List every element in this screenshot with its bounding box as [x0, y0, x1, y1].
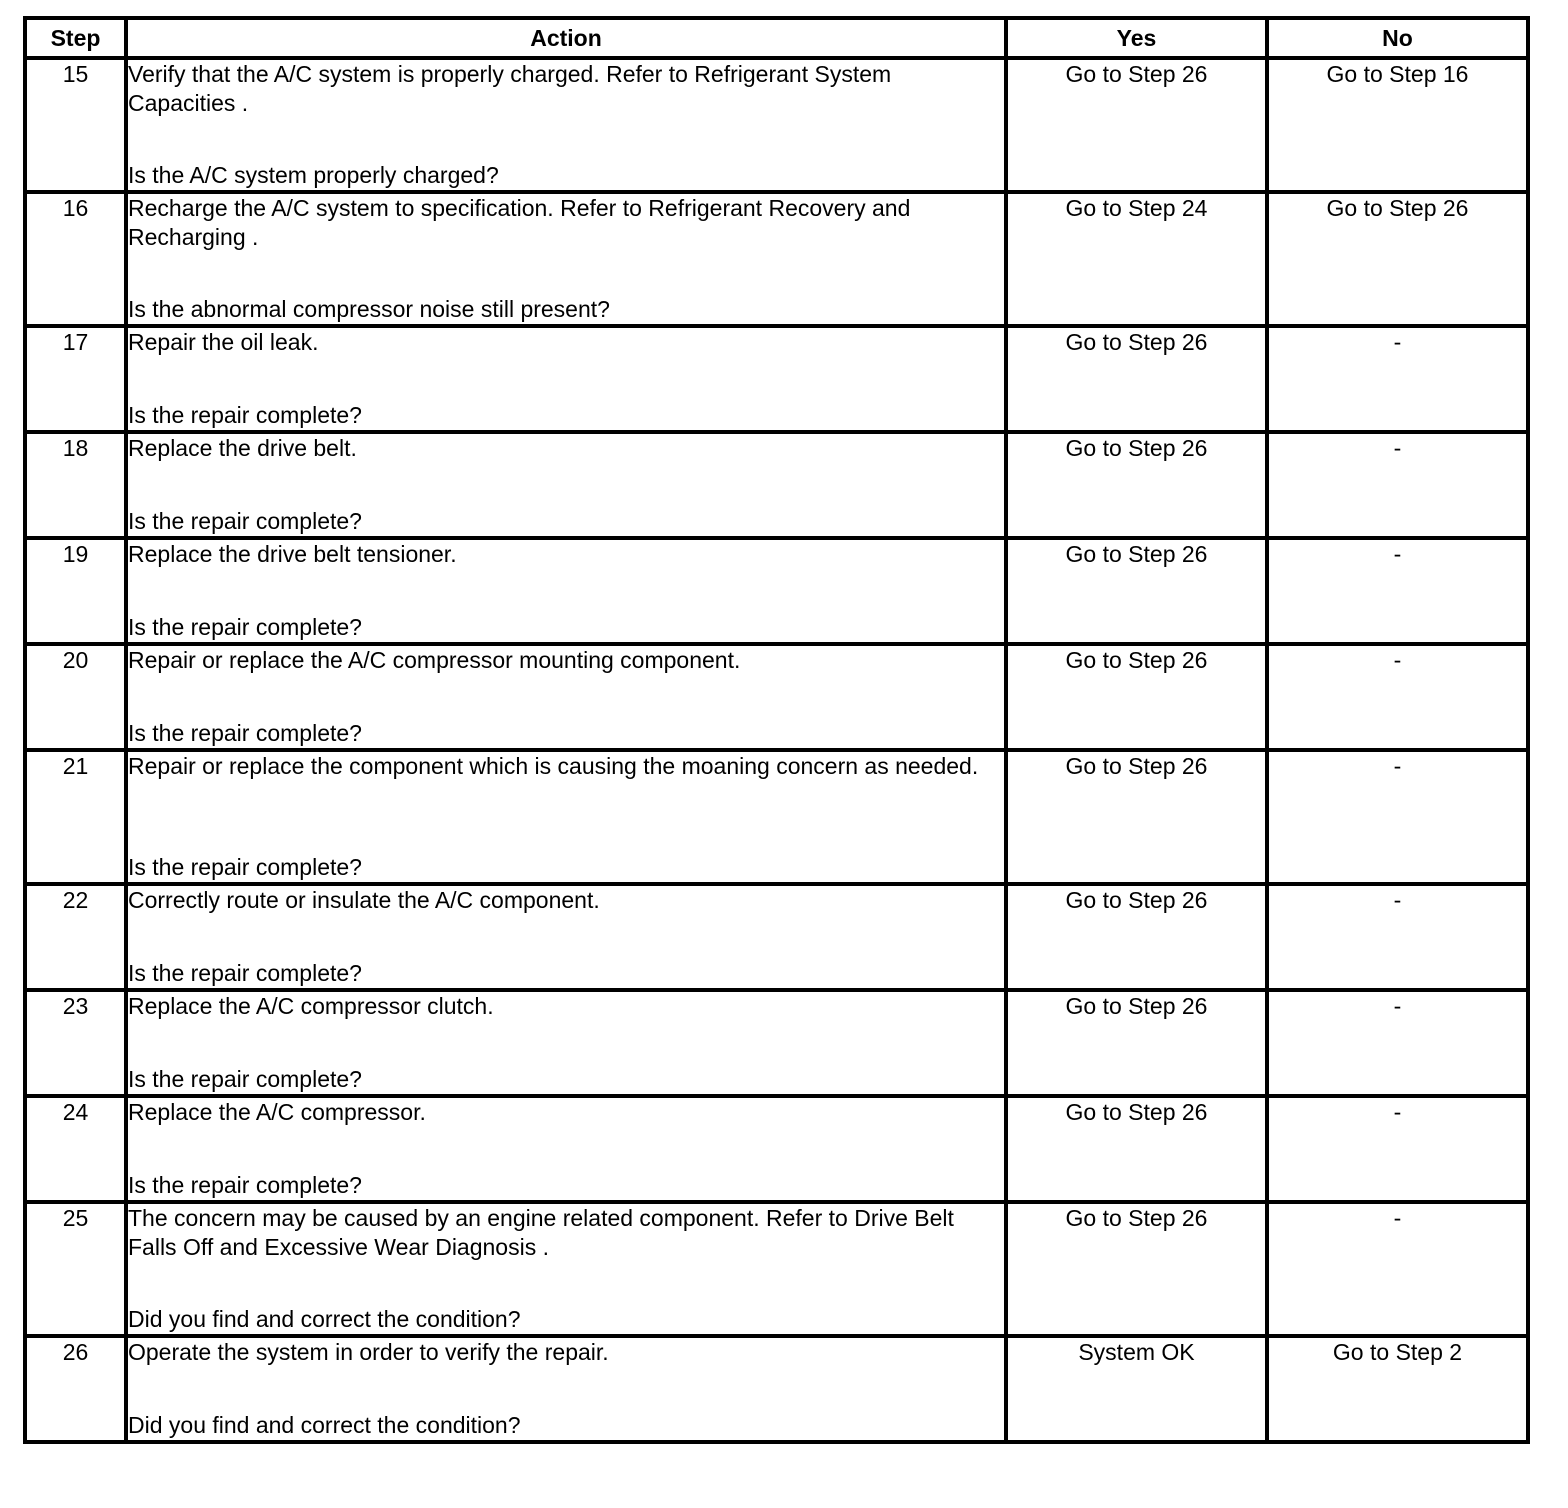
step-number: 24 — [25, 1096, 126, 1202]
action-question: Did you find and correct the condition? — [128, 1412, 521, 1438]
action-cell — [126, 1096, 1006, 1202]
step-number: 17 — [25, 326, 126, 432]
yes-result: Go to Step 26 — [1006, 1096, 1267, 1202]
table-row — [25, 750, 1528, 884]
action-question: Is the repair complete? — [128, 1172, 362, 1198]
step-number: 26 — [25, 1336, 126, 1442]
table-row — [25, 538, 1528, 644]
action-question: Is the repair complete? — [128, 508, 362, 534]
no-result: - — [1267, 750, 1528, 884]
yes-result: Go to Step 26 — [1006, 538, 1267, 644]
action-instruction: Replace the A/C compressor. — [128, 1099, 426, 1125]
action-question: Is the repair complete? — [128, 720, 362, 746]
yes-result: Go to Step 26 — [1006, 1202, 1267, 1336]
action-cell — [126, 58, 1006, 192]
step-number: 16 — [25, 192, 126, 326]
step-number: 23 — [25, 990, 126, 1096]
yes-result: Go to Step 26 — [1006, 750, 1267, 884]
action-instruction: Recharge the A/C system to specification. Refer to Refrigerant Recovery and Recharging . — [128, 195, 911, 250]
action-cell — [126, 192, 1006, 326]
no-result: Go to Step 26 — [1267, 192, 1528, 326]
action-cell — [126, 884, 1006, 990]
no-result: Go to Step 2 — [1267, 1336, 1528, 1442]
no-result: - — [1267, 326, 1528, 432]
no-result: - — [1267, 538, 1528, 644]
action-cell — [126, 432, 1006, 538]
header-no: No — [1267, 18, 1528, 58]
action-question: Is the repair complete? — [128, 960, 362, 986]
no-result: - — [1267, 990, 1528, 1096]
table-row — [25, 884, 1528, 990]
action-question: Is the abnormal compressor noise still present? — [128, 296, 610, 322]
action-cell — [126, 644, 1006, 750]
step-number: 20 — [25, 644, 126, 750]
yes-result: Go to Step 26 — [1006, 432, 1267, 538]
action-cell — [126, 1336, 1006, 1442]
header-step: Step — [25, 18, 126, 58]
table-row — [25, 326, 1528, 432]
action-cell — [126, 538, 1006, 644]
diagnostic-table — [23, 16, 1530, 1444]
action-cell — [126, 750, 1006, 884]
action-instruction: Replace the A/C compressor clutch. — [128, 993, 494, 1019]
table-row — [25, 432, 1528, 538]
action-instruction: Repair the oil leak. — [128, 329, 319, 355]
table-row — [25, 990, 1528, 1096]
action-instruction: Verify that the A/C system is properly charged. Refer to Refrigerant System Capacities . — [128, 61, 892, 116]
step-number: 19 — [25, 538, 126, 644]
yes-result: Go to Step 26 — [1006, 58, 1267, 192]
action-instruction: Operate the system in order to verify the repair. — [128, 1339, 609, 1365]
action-instruction: Replace the drive belt. — [128, 435, 357, 461]
action-question: Is the A/C system properly charged? — [128, 162, 499, 188]
header-yes: Yes — [1006, 18, 1267, 58]
action-instruction: The concern may be caused by an engine related component. Refer to Drive Belt Falls Off and Excessive Wear Diagnosis . — [128, 1205, 954, 1260]
step-number: 25 — [25, 1202, 126, 1336]
step-number: 21 — [25, 750, 126, 884]
no-result: - — [1267, 1096, 1528, 1202]
no-result: - — [1267, 884, 1528, 990]
table-row — [25, 644, 1528, 750]
header-row — [25, 18, 1528, 58]
no-result: - — [1267, 644, 1528, 750]
action-question: Did you find and correct the condition? — [128, 1306, 521, 1332]
yes-result: Go to Step 24 — [1006, 192, 1267, 326]
step-number: 15 — [25, 58, 126, 192]
no-result: - — [1267, 1202, 1528, 1336]
yes-result: System OK — [1006, 1336, 1267, 1442]
action-question: Is the repair complete? — [128, 854, 362, 880]
step-number: 22 — [25, 884, 126, 990]
action-question: Is the repair complete? — [128, 614, 362, 640]
action-instruction: Repair or replace the component which is causing the moaning concern as needed. — [128, 753, 979, 779]
no-result: Go to Step 16 — [1267, 58, 1528, 192]
header-action: Action — [126, 18, 1006, 58]
table-row — [25, 58, 1528, 192]
yes-result: Go to Step 26 — [1006, 644, 1267, 750]
yes-result: Go to Step 26 — [1006, 326, 1267, 432]
action-cell — [126, 326, 1006, 432]
action-question: Is the repair complete? — [128, 402, 362, 428]
action-instruction: Repair or replace the A/C compressor mounting component. — [128, 647, 741, 673]
table-row — [25, 1096, 1528, 1202]
action-instruction: Replace the drive belt tensioner. — [128, 541, 457, 567]
action-instruction: Correctly route or insulate the A/C component. — [128, 887, 600, 913]
table-row — [25, 1336, 1528, 1442]
action-cell — [126, 990, 1006, 1096]
action-cell — [126, 1202, 1006, 1336]
action-question: Is the repair complete? — [128, 1066, 362, 1092]
yes-result: Go to Step 26 — [1006, 990, 1267, 1096]
no-result: - — [1267, 432, 1528, 538]
table-row — [25, 192, 1528, 326]
table-row — [25, 1202, 1528, 1336]
step-number: 18 — [25, 432, 126, 538]
yes-result: Go to Step 26 — [1006, 884, 1267, 990]
